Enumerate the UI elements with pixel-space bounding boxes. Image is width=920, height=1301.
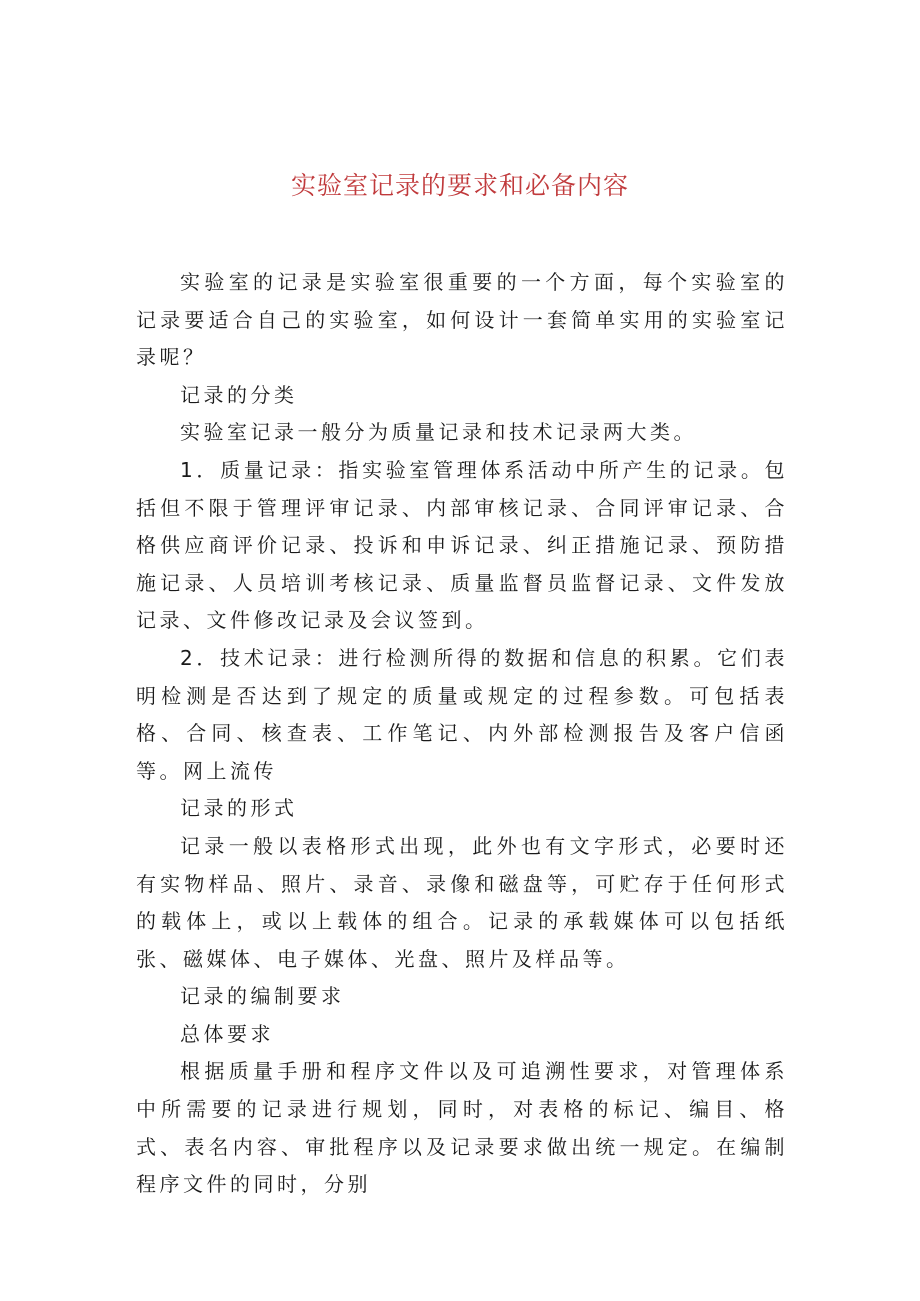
- heading-record-preparation: 记录的编制要求: [180, 984, 345, 1009]
- paragraph-intro: 实验室的记录是实验室很重要的一个方面，每个实验室的记录要适合自己的实验室，如何设计一套简单实用的实验室记录呢？: [136, 270, 788, 370]
- heading-general-requirements: 总体要求: [180, 1021, 274, 1046]
- document-body: [136, 264, 788, 1204]
- heading-record-classification: 记录的分类: [180, 382, 298, 407]
- paragraph-technical-records: 2．技术记录：进行检测所得的数据和信息的积累。它们表明检测是否达到了规定的质量或规定的过程参数。可包括表格、合同、核查表、工作笔记、内外部检测报告及客户信函等。网上流传: [136, 645, 788, 783]
- paragraph-classification-summary: 实验室记录一般分为质量记录和技术记录两大类。: [180, 420, 697, 445]
- heading-record-forms: 记录的形式: [180, 796, 298, 821]
- paragraph-quality-records: 1．质量记录：指实验室管理体系活动中所产生的记录。包括但不限于管理评审记录、内部审核记录、合同评审记录、合格供应商评价记录、投诉和申诉记录、纠正措施记录、预防措施记录、人员培训考核记录、质量监督员监督记录、文件发放记录、文件修改记录及会议签到。: [136, 457, 788, 633]
- paragraph-record-forms: 记录一般以表格形式出现，此外也有文字形式，必要时还有实物样品、照片、录音、录像和磁盘等，可贮存于任何形式的载体上，或以上载体的组合。记录的承载媒体可以包括纸张、磁媒体、电子媒体、光盘、照片及样品等。: [136, 833, 788, 971]
- paragraph-general-requirements: 根据质量手册和程序文件以及可追溯性要求，对管理体系中所需要的记录进行规划，同时，对表格的标记、编目、格式、表名内容、审批程序以及记录要求做出统一规定。在编制程序文件的同时，分别: [136, 1059, 788, 1197]
- document-title: 实验室记录的要求和必备内容: [290, 171, 629, 200]
